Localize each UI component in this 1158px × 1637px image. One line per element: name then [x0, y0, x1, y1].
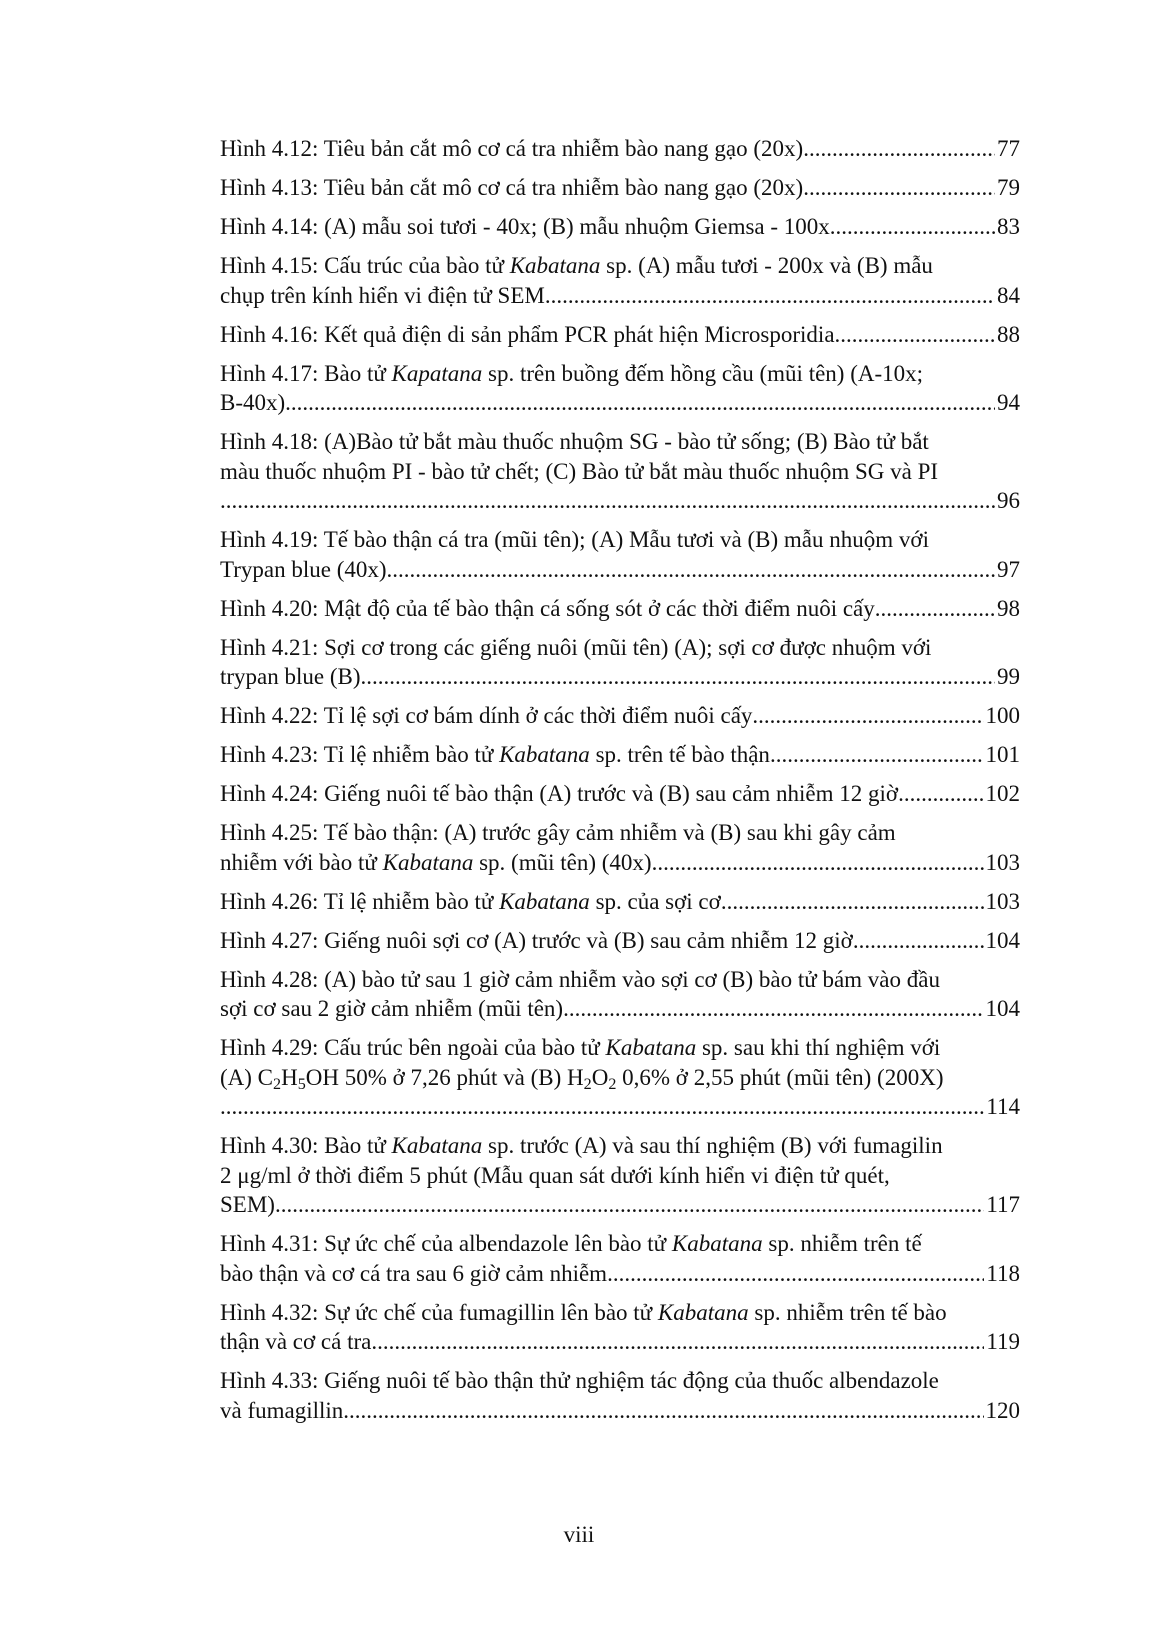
- toc-entry[interactable]: [220, 887, 1020, 917]
- entry-page-number: 117: [986, 1192, 1020, 1217]
- toc-entry[interactable]: [220, 320, 1020, 350]
- toc-entry[interactable]: [220, 818, 1020, 877]
- entry-page-number: 103: [985, 849, 1020, 875]
- entry-text-line: Hình 4.12: Tiêu bản cắt mô cơ cá tra nhiễm bào nang gạo (20x): [220, 136, 804, 161]
- dot-leader: [752, 701, 983, 731]
- entry-page-number: 102: [985, 781, 1020, 806]
- entry-text-line: chụp trên kính hiển vi điện tử SEM: [220, 282, 545, 308]
- entry-text-line: Hình 4.33: Giếng nuôi tế bào thận thử nghiệm tác động của thuốc albendazole: [220, 1368, 939, 1393]
- entry-page-number: 104: [985, 927, 1020, 953]
- toc-entry[interactable]: [220, 359, 1020, 418]
- entry-text-line: Hình 4.15: Cấu trúc của bào tử Kabatana sp. (A) mẫu tươi - 200x và (B) mẫu: [220, 253, 933, 278]
- entry-text-line: Hình 4.20: Mật độ của tế bào thận cá sống sót ở các thời điểm nuôi cấy: [220, 595, 875, 621]
- dot-leader: [387, 555, 995, 585]
- entry-text-line: Hình 4.32: Sự ức chế của fumagillin lên bào tử Kabatana sp. nhiễm trên tế bào: [220, 1299, 947, 1325]
- entry-text-line: Hình 4.29: Cấu trúc bên ngoài của bào tử Kabatana sp. sau khi thí nghiệm với: [220, 1035, 941, 1060]
- dot-leader: [770, 740, 984, 770]
- entry-page-number: 94: [997, 390, 1020, 415]
- dot-leader: [721, 887, 984, 917]
- entry-text-line: Hình 4.18: (A)Bào tử bắt màu thuốc nhuộm SG - bào tử sống; (B) Bào tử bắt: [220, 429, 929, 454]
- dot-leader: [220, 486, 995, 516]
- list-of-figures: [220, 134, 1020, 1435]
- toc-entry[interactable]: [220, 134, 1020, 164]
- entry-text-line: Hình 4.27: Giếng nuôi sợi cơ (A) trước và (B) sau cảm nhiễm 12 giờ: [220, 927, 853, 953]
- entry-page-number: 104: [985, 996, 1020, 1021]
- entry-page-number: 118: [986, 1260, 1020, 1286]
- entry-page-number: 84: [997, 282, 1020, 308]
- entry-text-line: Hình 4.28: (A) bào tử sau 1 giờ cảm nhiễm vào sợi cơ (B) bào tử bám vào đầu: [220, 966, 940, 992]
- dot-leader: [285, 388, 995, 418]
- entry-text-line: màu thuốc nhuộm PI - bào tử chết; (C) Bào tử bắt màu thuốc nhuộm SG và PI: [220, 458, 939, 484]
- dot-leader: [830, 212, 995, 242]
- entry-text-line: bào thận và cơ cá tra sau 6 giờ cảm nhiễm: [220, 1260, 608, 1286]
- dot-leader: [803, 173, 995, 203]
- dot-leader: [803, 134, 995, 164]
- entry-text-line: Hình 4.22: Tỉ lệ sợi cơ bám dính ở các thời điểm nuôi cấy: [220, 703, 753, 728]
- dot-leader: [545, 281, 995, 311]
- toc-entry[interactable]: [220, 427, 1020, 516]
- toc-entry[interactable]: [220, 525, 1020, 584]
- entry-text-line: Hình 4.13: Tiêu bản cắt mô cơ cá tra nhiễm bào nang gạo (20x): [220, 175, 804, 200]
- entry-text-line: Hình 4.30: Bào tử Kabatana sp. trước (A) và sau thí nghiệm (B) với fumagilin: [220, 1133, 943, 1158]
- entry-text-line: Hình 4.17: Bào tử Kapatana sp. trên buồng đếm hồng cầu (mũi tên) (A-10x;: [220, 360, 924, 386]
- toc-entry[interactable]: [220, 633, 1020, 692]
- entry-page-number: 120: [985, 1397, 1020, 1423]
- entry-text-line: Hình 4.26: Tỉ lệ nhiễm bào tử Kabatana sp. của sợi cơ: [220, 888, 721, 914]
- entry-text-line: Hình 4.24: Giếng nuôi tế bào thận (A) trước và (B) sau cảm nhiễm 12 giờ: [220, 781, 899, 806]
- entry-page-number: 83: [997, 214, 1020, 239]
- entry-text-line: Hình 4.21: Sợi cơ trong các giếng nuôi (mũi tên) (A); sợi cơ được nhuộm với: [220, 634, 932, 660]
- dot-leader: [371, 1327, 984, 1357]
- entry-text-line: Hình 4.16: Kết quả điện di sản phẩm PCR phát hiện Microsporidia: [220, 321, 835, 347]
- entry-text-line: (A) $C_2H_5OH$ 50% ở 7,26 phút và (B) $H_2O_2$ 0,6% ở 2,55 phút (mũi tên) (200X): [220, 1064, 944, 1093]
- toc-entry[interactable]: [220, 965, 1020, 1024]
- entry-text-line: 2 μg/ml ở thời điểm 5 phút (Mẫu quan sát dưới kính hiển vi điện tử quét,: [220, 1162, 890, 1188]
- toc-entry[interactable]: [220, 173, 1020, 203]
- dot-leader: [853, 926, 984, 956]
- dot-leader: [652, 848, 984, 878]
- toc-entry[interactable]: [220, 251, 1020, 310]
- entry-text-line: Hình 4.14: (A) mẫu soi tươi - 40x; (B) mẫu nhuộm Giemsa - 100x: [220, 214, 830, 239]
- toc-entry[interactable]: [220, 1298, 1020, 1357]
- toc-entry[interactable]: [220, 1033, 1020, 1122]
- toc-entry[interactable]: [220, 701, 1020, 731]
- dot-leader: [563, 994, 983, 1024]
- entry-text-line: nhiễm với bào tử Kabatana sp. (mũi tên) (40x): [220, 849, 652, 875]
- toc-entry[interactable]: [220, 926, 1020, 956]
- toc-entry[interactable]: [220, 740, 1020, 770]
- entry-text-line: và fumagillin: [220, 1397, 344, 1423]
- entry-text-line: sợi cơ sau 2 giờ cảm nhiễm (mũi tên): [220, 996, 564, 1021]
- entry-page-number: 99: [997, 664, 1020, 689]
- toc-entry[interactable]: [220, 212, 1020, 242]
- toc-entry[interactable]: [220, 779, 1020, 809]
- dot-leader: [361, 662, 995, 692]
- dot-leader: [607, 1259, 984, 1289]
- toc-entry[interactable]: [220, 1229, 1020, 1288]
- entry-text-line: Hình 4.19: Tế bào thận cá tra (mũi tên); (A) Mẫu tươi và (B) mẫu nhuộm với: [220, 527, 929, 552]
- page-number: viii: [563, 1522, 595, 1547]
- entry-page-number: 100: [985, 703, 1020, 728]
- dot-leader: [275, 1190, 984, 1220]
- entry-text-line: SEM): [220, 1192, 275, 1217]
- entry-page-number: 88: [997, 321, 1020, 347]
- dot-leader: [835, 320, 995, 350]
- entry-page-number: 98: [997, 595, 1020, 621]
- entry-page-number: 96: [997, 488, 1020, 513]
- dot-leader: [343, 1396, 983, 1426]
- dot-leader: [875, 594, 995, 624]
- entry-page-number: 103: [985, 888, 1020, 914]
- toc-entry[interactable]: [220, 1131, 1020, 1220]
- entry-page-number: 119: [986, 1329, 1020, 1354]
- entry-page-number: 101: [985, 742, 1020, 767]
- entry-text-line: thận và cơ cá tra: [220, 1329, 372, 1354]
- toc-entry[interactable]: [220, 594, 1020, 624]
- entry-page-number: 97: [997, 556, 1020, 582]
- dot-leader: [220, 1092, 984, 1122]
- entry-page-number: 79: [997, 175, 1020, 200]
- entry-text-line: B-40x): [220, 390, 286, 415]
- entry-page-number: 77: [997, 136, 1020, 161]
- dot-leader: [898, 779, 983, 809]
- entry-text-line: Hình 4.25: Tế bào thận: (A) trước gây cảm nhiễm và (B) sau khi gây cảm: [220, 820, 896, 845]
- entry-text-line: Hình 4.31: Sự ức chế của albendazole lên bào tử Kabatana sp. nhiễm trên tế: [220, 1231, 922, 1256]
- entry-text-line: Trypan blue (40x): [220, 556, 387, 582]
- toc-entry[interactable]: [220, 1366, 1020, 1425]
- entry-page-number: 114: [986, 1094, 1020, 1119]
- entry-text-line: trypan blue (B): [220, 664, 361, 689]
- entry-text-line: Hình 4.23: Tỉ lệ nhiễm bào tử Kabatana sp. trên tế bào thận: [220, 742, 770, 767]
